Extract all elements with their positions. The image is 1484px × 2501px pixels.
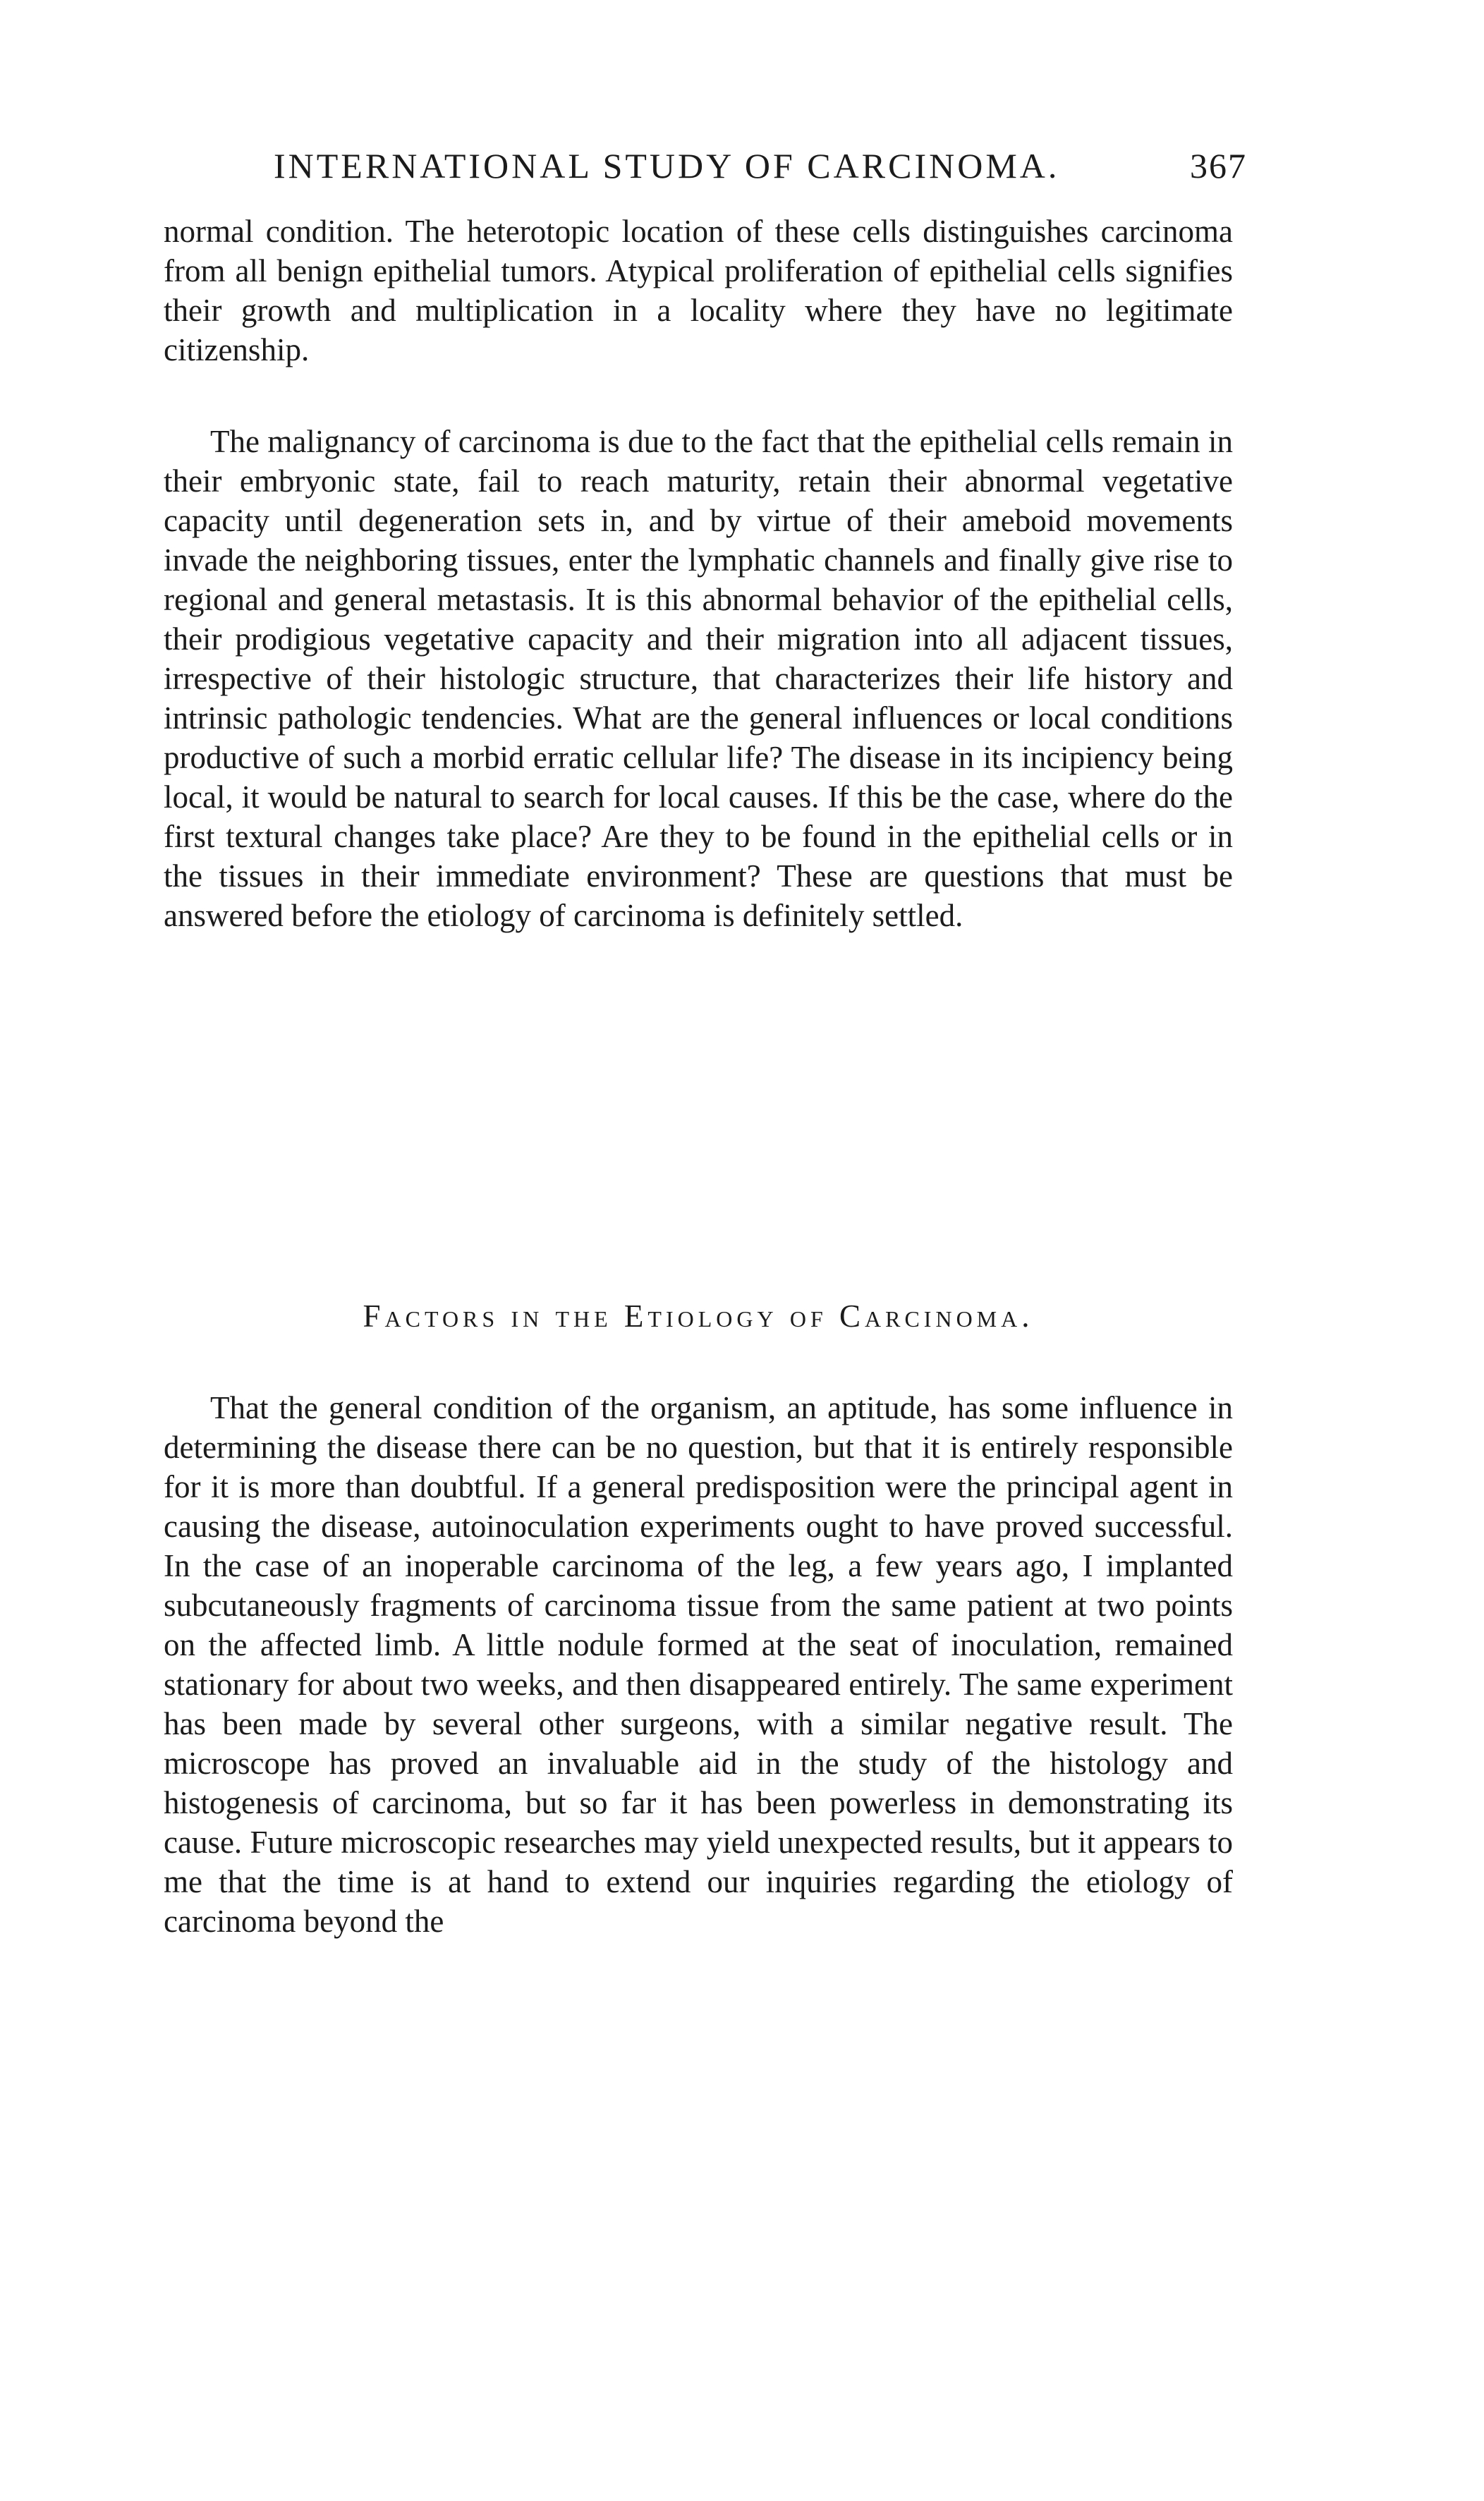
paragraph: The malignancy of carcinoma is due to the fact that the epithelial cells remain in their embryonic state, fail to reach maturity, retain their abnormal vegetative capacity until degeneration sets in, and by virtue of their ameboid movements invade the neighboring tissues, enter the lymphatic channels and finally give rise to regional and general metastasis. It is this abnormal behavior of the epithelial cells, their prodigious vegetative capacity and their migration into all adjacent tissues, irrespective of their histologic structure, that characterizes their life history and intrinsic pathologic tendencies. What are the general influences or local conditions productive of such a morbid erratic cellular life? The disease in its incipiency being local, it would be natural to search for local causes. If this be the case, where do the first textural changes take place? Are they to be found in the epithelial cells or in the tissues in their immediate environment? These are questions that must be answered before the etiology of carcinoma is definitely settled. [164, 424, 1233, 933]
paragraph: That the general condition of the organism, an aptitude, has some influence in determining the disease there can be no question, but that it is entirely responsible for it is more than doubtful. If a general predisposition were the principal agent in causing the disease, autoinoculation experiments ought to have proved successful. In the case of an inoperable carcinoma of the leg, a few years ago, I implanted subcutaneously fragments of carcinoma tissue from the same patient at two points on the affected limb. A little nodule formed at the seat of inoculation, remained stationary for about two weeks, and then disappeared entirely. The same experiment has been made by several other surgeons, with a similar negative result. The microscope has proved an invaluable aid in the study of the histology and histogenesis of carcinoma, but so far it has been powerless in demonstrating its cause. Future microscopic researches may yield unexpected results, but it appears to me that the time is at hand to extend our inquiries regarding the etiology of carcinoma beyond the [164, 1390, 1233, 1939]
paragraph-block-malignancy [164, 422, 1233, 935]
running-head [274, 145, 1247, 202]
paragraph: normal condition. The heterotopic location of these cells distinguishes carcinoma from all benign epithelial tumors. Atypical proliferation of epithelial cells signifies their growth and multiplication in a locality where they have no legitimate citizenship. [164, 214, 1233, 367]
paragraph-block-continued [164, 212, 1233, 370]
paragraph-block-etiology [164, 1388, 1233, 1941]
section-heading: Factors in the Etiology of Carcinoma. [363, 1298, 1034, 1334]
page-number: 367 [1190, 146, 1247, 185]
running-title: INTERNATIONAL STUDY OF CARCINOMA. [274, 146, 1060, 185]
